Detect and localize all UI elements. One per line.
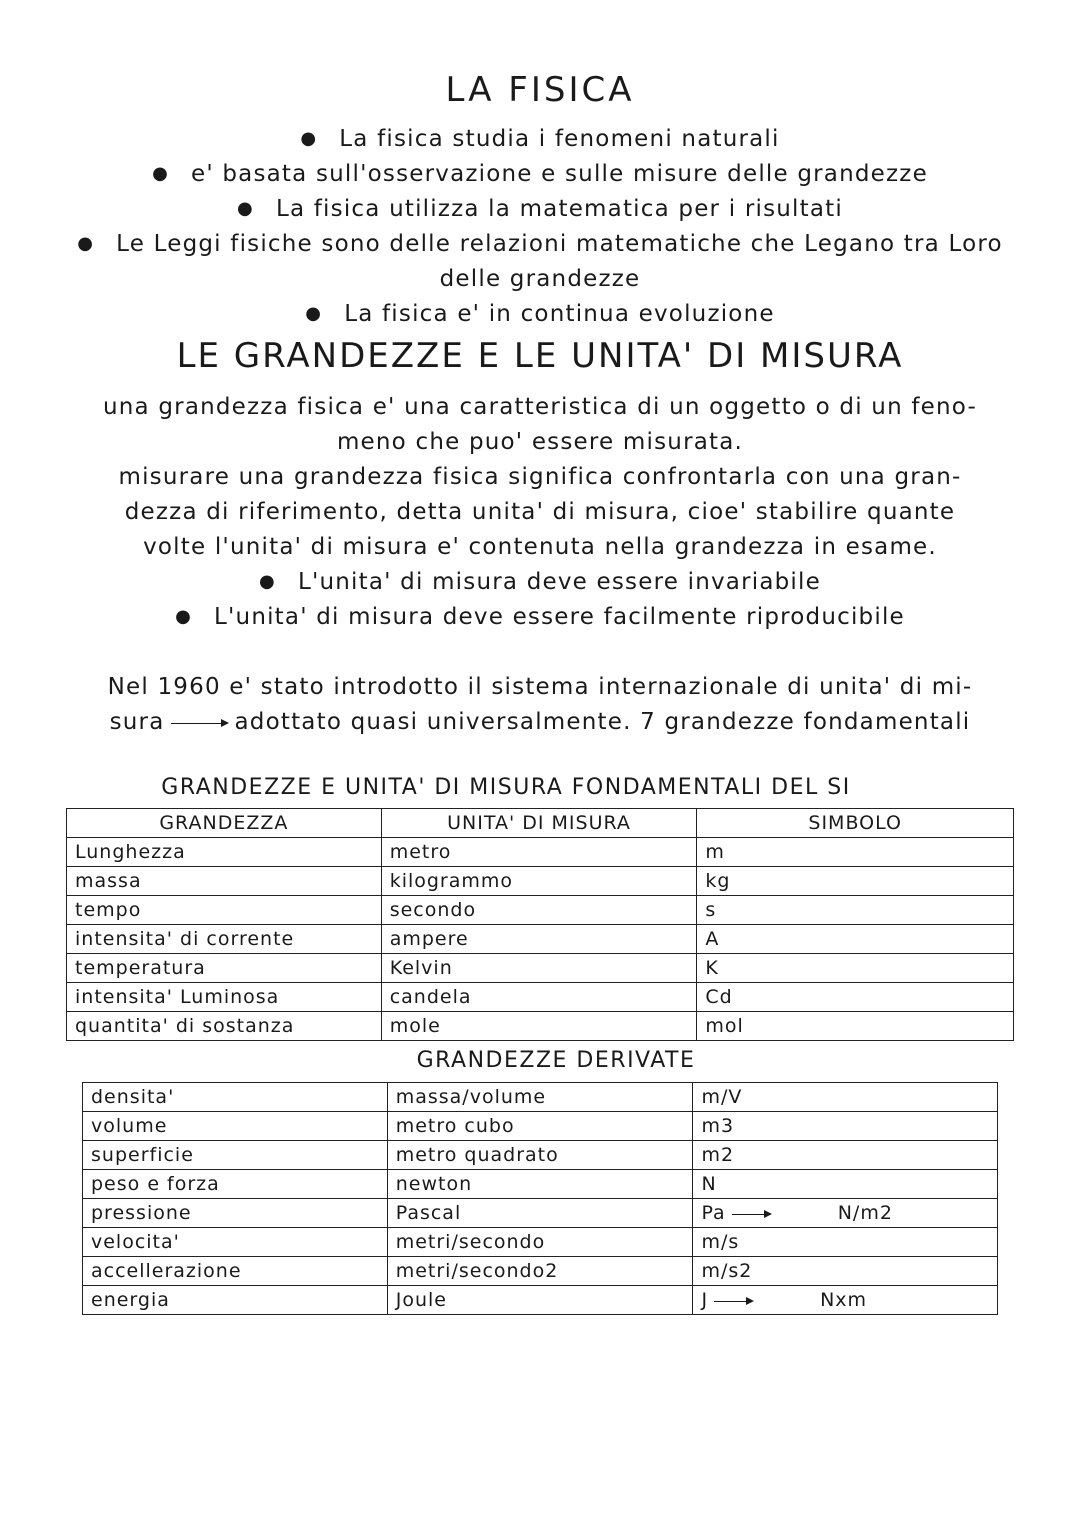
table-row — [67, 838, 1014, 867]
symbol: Pa — [701, 1202, 726, 1224]
paragraph-line-4: dezza di riferimento, detta unita' di misura, cioe' stabilire quante — [124, 499, 956, 525]
table-cell: densita' — [83, 1083, 388, 1112]
equivalent-unit: N/m2 — [837, 1202, 893, 1224]
table-cell: Lunghezza — [67, 838, 382, 867]
table2-caption: GRANDEZZE DERIVATE — [416, 1048, 696, 1073]
table-row — [83, 1286, 998, 1315]
paragraph-line-3: misurare una grandezza fisica significa confrontarla con una gran- — [118, 464, 962, 490]
table-cell: massa/volume — [387, 1083, 693, 1112]
table-cell: mole — [381, 1012, 697, 1041]
table-cell: metro cubo — [387, 1112, 693, 1141]
table-cell: A — [697, 925, 1014, 954]
table-row — [67, 896, 1014, 925]
table-row — [83, 1112, 998, 1141]
table-cell: ampere — [381, 925, 697, 954]
table-cell: Cd — [697, 983, 1014, 1012]
table-row — [67, 1012, 1014, 1041]
table-cell: m2 — [693, 1141, 998, 1170]
table-row — [83, 1141, 998, 1170]
arrow-icon — [732, 1208, 772, 1220]
table-header-row — [67, 809, 1014, 838]
table-cell: m3 — [693, 1112, 998, 1141]
table-cell: mol — [697, 1012, 1014, 1041]
table-cell — [693, 1199, 998, 1228]
table-cell: m/s2 — [693, 1257, 998, 1286]
table-cell: s — [697, 896, 1014, 925]
table-row — [83, 1199, 998, 1228]
table-cell: velocita' — [83, 1228, 388, 1257]
paragraph-line-1: una grandezza fisica e' una caratteristica di un oggetto o di un feno- — [103, 394, 977, 420]
table-cell: intensita' Luminosa — [67, 983, 382, 1012]
table-cell: m — [697, 838, 1014, 867]
unit-bullet-2: ● L'unita' di misura deve essere facilmente riproducibile — [0, 604, 1080, 630]
table-cell: newton — [387, 1170, 693, 1199]
table-cell: Kelvin — [381, 954, 697, 983]
table-cell: Joule — [387, 1286, 693, 1315]
table-cell: metri/secondo2 — [387, 1257, 693, 1286]
table-row — [67, 954, 1014, 983]
page-title: LA FISICA — [445, 70, 635, 110]
table-cell: massa — [67, 867, 382, 896]
si-line-2-end: adottato quasi universalmente. 7 grandezze fondamentali — [234, 709, 971, 735]
si-line-2 — [0, 709, 1080, 735]
table-cell: quantita' di sostanza — [67, 1012, 382, 1041]
table1-caption: GRANDEZZE E UNITA' DI MISURA FONDAMENTALI DEL SI — [161, 775, 851, 800]
si-line-2-start: sura — [109, 709, 165, 735]
table-cell: K — [697, 954, 1014, 983]
bullet-4-continued: delle grandezze — [439, 266, 641, 292]
table-cell: metri/secondo — [387, 1228, 693, 1257]
table-row — [83, 1083, 998, 1112]
table-cell: m/V — [693, 1083, 998, 1112]
table-row — [67, 983, 1014, 1012]
arrow-icon — [171, 716, 229, 730]
table-cell: tempo — [67, 896, 382, 925]
table-cell: m/s — [693, 1228, 998, 1257]
table-cell: metro quadrato — [387, 1141, 693, 1170]
table-cell: volume — [83, 1112, 388, 1141]
paragraph-line-5: volte l'unita' di misura e' contenuta nella grandezza in esame. — [143, 534, 937, 560]
table-cell: accellerazione — [83, 1257, 388, 1286]
table-cell: Pascal — [387, 1199, 693, 1228]
bullet-4: ● Le Leggi fisiche sono delle relazioni matematiche che Legano tra Loro — [0, 231, 1080, 257]
table-row — [83, 1170, 998, 1199]
bullet-2: ● e' basata sull'osservazione e sulle misure delle grandezze — [0, 161, 1080, 187]
arrow-icon — [714, 1295, 754, 1307]
equivalent-unit: Nxm — [820, 1289, 868, 1311]
table-row — [67, 925, 1014, 954]
table-cell: metro — [381, 838, 697, 867]
bullet-3: ● La fisica utilizza la matematica per i risultati — [0, 196, 1080, 222]
table-cell: pressione — [83, 1199, 388, 1228]
derived-units-table — [82, 1082, 998, 1315]
table-cell: energia — [83, 1286, 388, 1315]
table-cell: superficie — [83, 1141, 388, 1170]
header-unita: UNITA' DI MISURA — [381, 809, 697, 838]
header-grandezza: GRANDEZZA — [67, 809, 382, 838]
table-cell: secondo — [381, 896, 697, 925]
symbol: J — [701, 1289, 709, 1311]
bullet-1: ● La fisica studia i fenomeni naturali — [0, 126, 1080, 152]
paragraph-line-2: meno che puo' essere misurata. — [336, 429, 744, 455]
table-row — [83, 1228, 998, 1257]
section-title: LE GRANDEZZE E LE UNITA' DI MISURA — [176, 336, 904, 376]
table-cell: candela — [381, 983, 697, 1012]
table-cell: kilogrammo — [381, 867, 697, 896]
table-cell — [693, 1286, 998, 1315]
si-line-1: Nel 1960 e' stato introdotto il sistema internazionale di unita' di mi- — [107, 674, 973, 700]
table-row — [83, 1257, 998, 1286]
table-cell: N — [693, 1170, 998, 1199]
bullet-5: ● La fisica e' in continua evoluzione — [0, 301, 1080, 327]
table-cell: temperatura — [67, 954, 382, 983]
header-simbolo: SIMBOLO — [697, 809, 1014, 838]
table-row — [67, 867, 1014, 896]
table-cell: intensita' di corrente — [67, 925, 382, 954]
fundamental-units-table — [66, 808, 1014, 1041]
table-cell: peso e forza — [83, 1170, 388, 1199]
table-cell: kg — [697, 867, 1014, 896]
unit-bullet-1: ● L'unita' di misura deve essere invariabile — [0, 569, 1080, 595]
